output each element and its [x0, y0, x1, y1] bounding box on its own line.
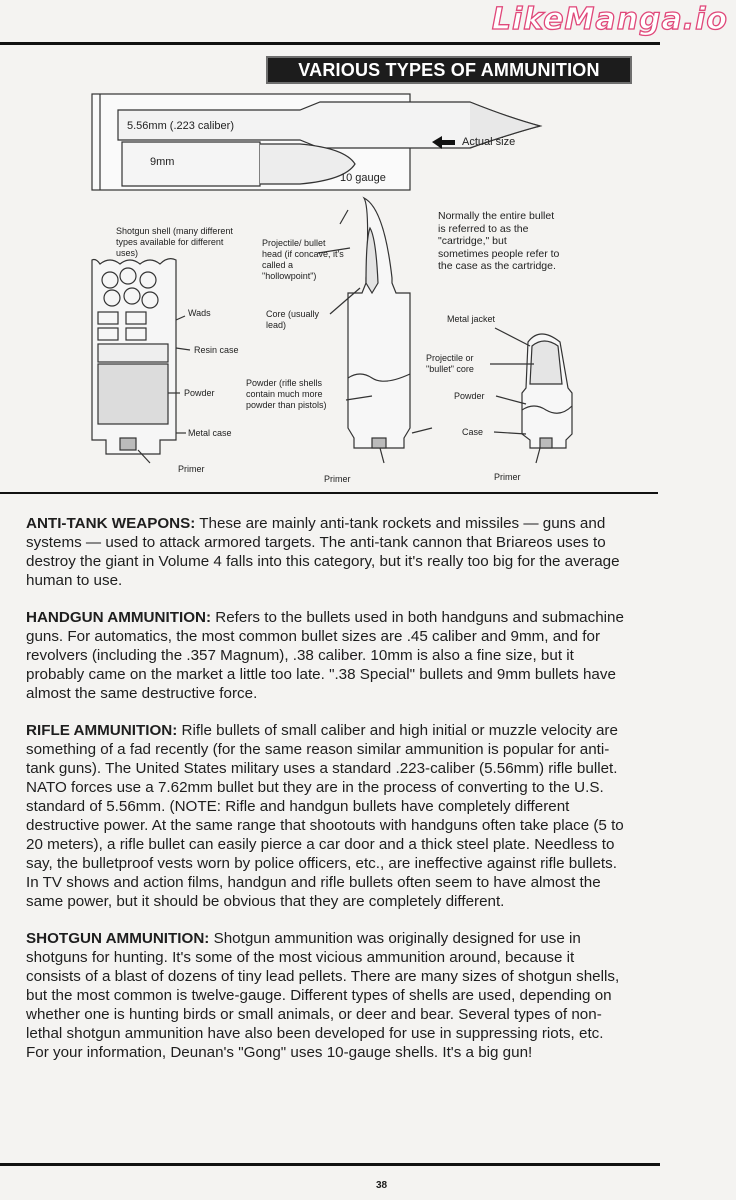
section-rifle-ammo: RIFLE AMMUNITION: Rifle bullets of small caliber and high initial or muzzle velocity are something of a fad recently (for the same reason similar ammunition is popular for anti-tank guns). The United States military uses a standard .223-caliber (5.56mm) rifle bullet. NATO forces use a 7.62mm bullet but they are in the process of converting to the U.S. standard of 5.56mm. (NOTE: Rifle and handgun bullets have completely different destructive power. At the same range that shootouts with handguns often take place (5 to 20 meters), a rifle bullet can easily pierce a car door and a thick steel plate. Needless to say, the bulletproof vests worn by police officers, etc., are ineffective against rifle bullets. In TV shows and action films, handgun and rifle bullets often seem to have almost the same power, but it should be obvious that they are completely different. [26, 722, 624, 910]
label-projectile: Projectile/ bullet head (if concave, it's called a "hollowpoint") [262, 238, 344, 281]
label-core-rifle: Core (usually lead) [266, 309, 320, 330]
label-powder-rifle: Powder (rifle shells contain much more powder than pistols) [246, 378, 327, 410]
label-primer-rifle: Primer [324, 474, 351, 484]
label-resin-case: Resin case [194, 345, 239, 355]
label-actual-size: Actual size [462, 136, 516, 148]
rifle-cartridge-drawing [348, 198, 410, 448]
label-9mm: 9mm [150, 156, 175, 168]
label-metal-jacket: Metal jacket [447, 314, 496, 324]
label-556mm: 5.56mm (.223 caliber) [127, 120, 234, 132]
page-title-banner [266, 56, 632, 84]
label-metal-case: Metal case [188, 428, 232, 438]
label-powder-pistol: Powder [454, 391, 485, 401]
section-anti-tank: ANTI-TANK WEAPONS: These are mainly anti-tank rockets and missiles — guns and systems — used to attack armored targets. The anti-tank cannon that Briareos uses to destroy the giant in Volume 4 falls into this category, but it's really too big for the average human to use. [26, 515, 620, 589]
label-wads: Wads [188, 308, 211, 318]
bottom-rule [0, 1163, 660, 1166]
label-shotgun-shell: Shotgun shell (many different types available for different uses) [116, 226, 233, 258]
label-cartridge-note: Normally the entire bullet is referred to as the "cartridge," but sometimes people refer to the case as the cartridge. [438, 210, 560, 273]
label-primer-shotgun: Primer [178, 464, 205, 474]
page-number: 38 [376, 1180, 388, 1191]
ammunition-diagram [0, 88, 736, 488]
section-handgun-ammo: HANDGUN AMMUNITION: Refers to the bullets used in both handguns and submachine guns. For automatics, the most common bullet sizes are .45 caliber and 9mm, and for revolvers (including the .357 Magnum), .38 caliber. 10mm is also a fine size, but it probably came on the market a little too late. ".38 Special" bullets and 9mm bullets have almost the same destructive force. [26, 609, 624, 702]
diagram-divider [0, 492, 658, 494]
label-case: Case [462, 427, 484, 437]
label-primer-pistol: Primer [494, 472, 521, 482]
label-bullet-core: Projectile or "bullet" core [426, 353, 474, 374]
watermark-logo: LikeManga.io [491, 2, 728, 37]
page-title: VARIOUS TYPES OF AMMUNITION [298, 59, 600, 80]
top-rule [0, 42, 660, 45]
article-body [26, 514, 626, 1080]
section-shotgun-ammo: SHOTGUN AMMUNITION: Shotgun ammunition was originally designed for use in shotguns for hunting. It's some of the most vicious ammunition around, because it consists of a blast of dozens of tiny lead pellets. There are many sizes of shotgun shells, but the most common is twelve-gauge. Different types of shells are used, depending on whether one is hunting birds or small animals, or deer and bear. Several types of non-lethal shotgun ammunition have also been developed for use in suppressing riots, etc. For your information, Deunan's "Gong" uses 10-gauge shells. It's a big gun! [26, 930, 620, 1061]
9mm-cartridge-drawing [122, 142, 260, 186]
label-10-gauge: 10 gauge [340, 172, 386, 184]
label-powder-shotgun: Powder [184, 388, 215, 398]
